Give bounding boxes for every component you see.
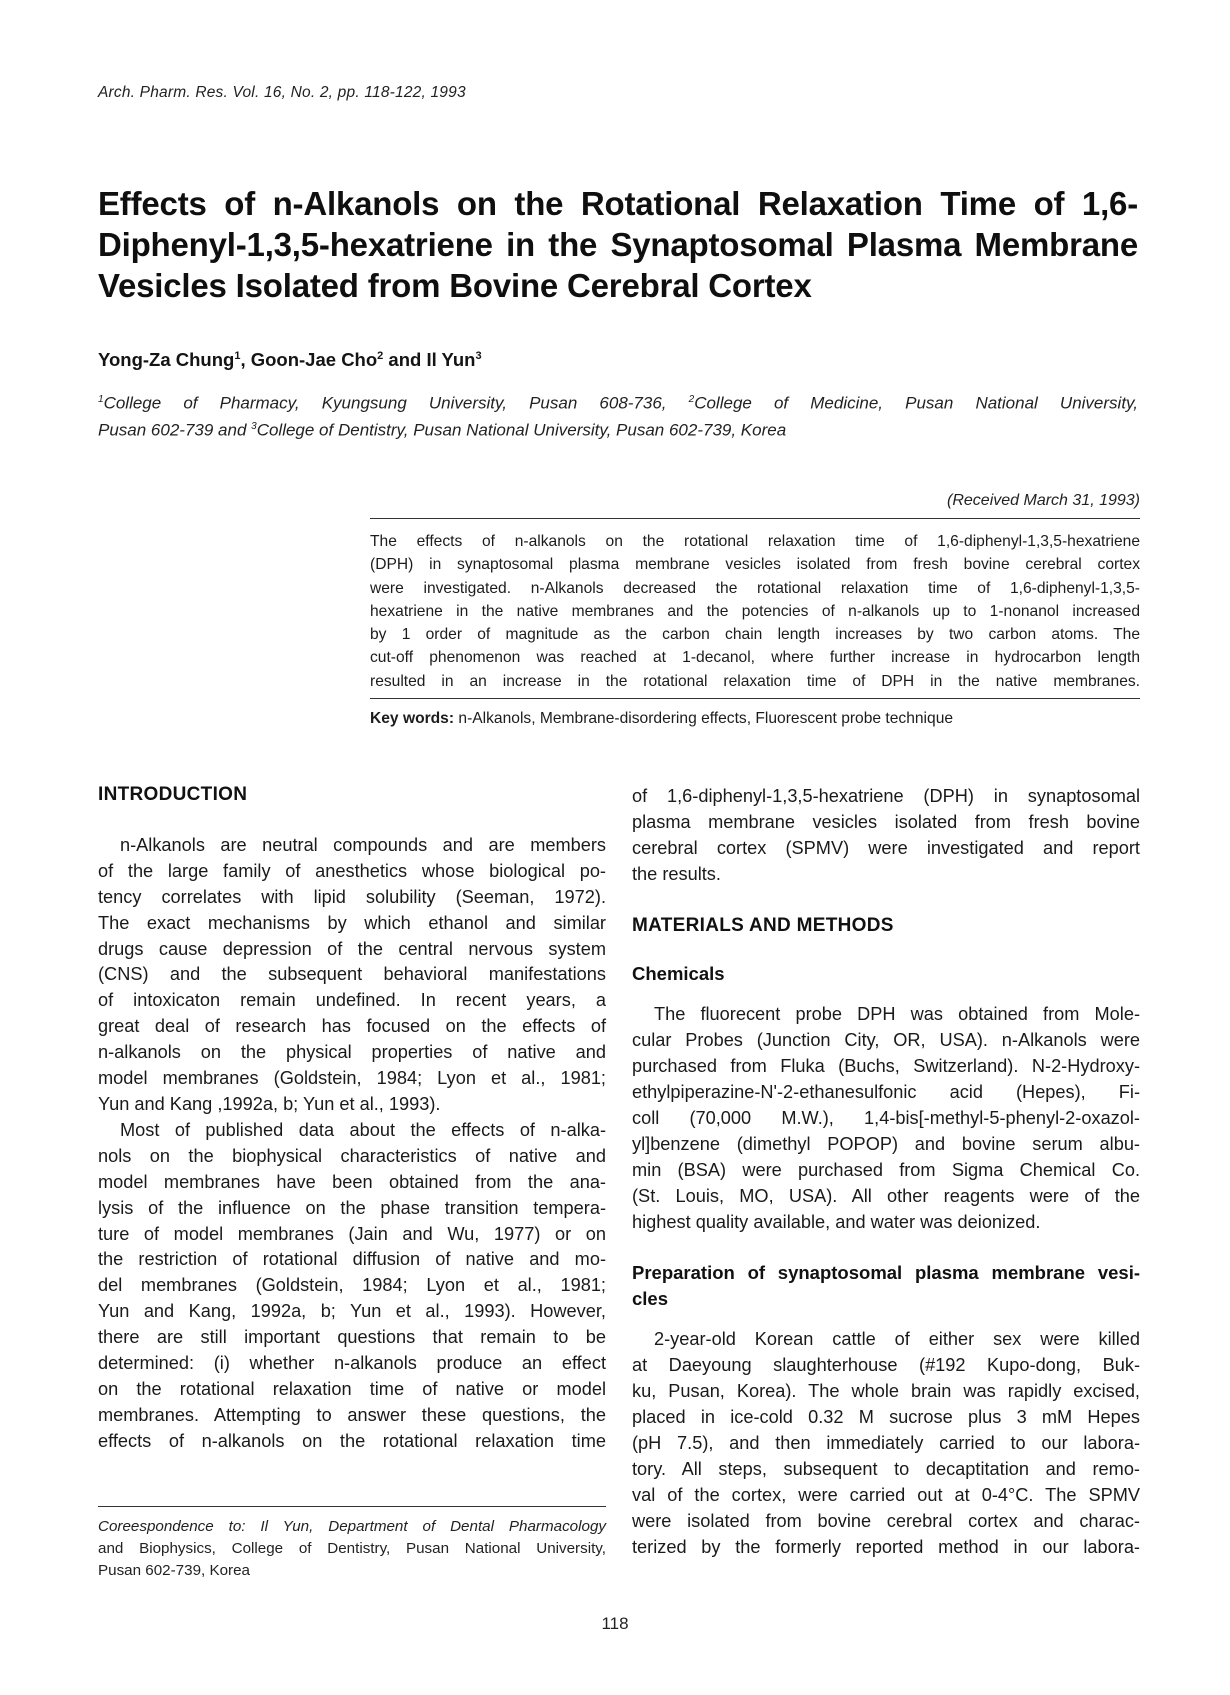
text-line: n-alkanols on the physical properties of native and <box>98 1042 606 1063</box>
author-separator: , <box>240 349 251 370</box>
correspondence-footnote <box>98 1516 606 1582</box>
text-line: highest quality available, and water was deionized. <box>632 1211 1041 1232</box>
author-separator: and <box>383 349 427 370</box>
abstract-top-rule <box>370 518 1140 519</box>
footnote-line: Coreespondence to: Il Yun, Department of Dental Pharmacology <box>98 1518 606 1535</box>
author-superscript: 1 <box>234 349 241 362</box>
text-line: of intoxicaton remain undefined. In recent years, a <box>98 990 606 1011</box>
text-line: Yun and Kang ,1992a, b; Yun et al., 1993). <box>98 1093 441 1114</box>
text-line: val of the cortex, were carried out at 0-4°C. The SPMV <box>632 1484 1140 1505</box>
text-line: The fluorecent probe DPH was obtained from Mole- <box>654 1004 1140 1025</box>
text-line: there are still important questions that remain to be <box>98 1327 606 1348</box>
text-line: lysis of the influence on the phase transition tempera- <box>98 1197 606 1218</box>
text-line: on the rotational relaxation time of native or model <box>98 1378 606 1399</box>
author-name: Yong-Za Chung <box>98 349 235 370</box>
text-line: great deal of research has focused on the effects of <box>98 1016 606 1037</box>
left-column <box>98 782 606 1455</box>
author-name: Goon-Jae Cho <box>250 349 378 370</box>
paragraph <box>632 1327 1140 1560</box>
abstract-line: resulted in an increase in the rotational relaxation time of DPH in the native membranes. <box>370 672 1140 690</box>
subsection-heading-chemicals: Chemicals <box>632 962 725 984</box>
text-line: 2-year-old Korean cattle of either sex were killed <box>654 1329 1140 1350</box>
affiliation-text: College of Dentistry, Pusan National University, Pusan 602-739, Korea <box>256 420 787 440</box>
text-line: The exact mechanisms by which ethanol and similar <box>98 912 606 933</box>
keywords-text: n-Alkanols, Membrane-disordering effects, Fluorescent probe technique <box>454 710 954 727</box>
title-line: Vesicles Isolated from Bovine Cerebral Cortex <box>98 267 812 304</box>
text-line: Most of published data about the effects of n-alka- <box>120 1119 606 1140</box>
right-column <box>632 784 1140 1561</box>
section-heading-materials-and-methods: MATERIALS AND METHODS <box>632 914 894 936</box>
text-line: determined: (i) whether n-alkanols produce an effect <box>98 1353 606 1374</box>
text-line: model membranes (Goldstein, 1984; Lyon et al., 1981; <box>98 1068 606 1089</box>
abstract-line: (DPH) in synaptosomal plasma membrane vesicles isolated from fresh bovine cerebral cortex <box>370 556 1140 574</box>
text-line: del membranes (Goldstein, 1984; Lyon et al., 1981; <box>98 1275 606 1296</box>
subsection-heading-preparation <box>632 1260 1140 1312</box>
abstract-bottom-rule <box>370 698 1140 699</box>
text-line: terized by the formerly reported method in our labora- <box>632 1536 1140 1557</box>
author-superscript: 3 <box>475 349 482 362</box>
abstract <box>370 530 1140 693</box>
footnote-rule <box>98 1506 606 1507</box>
text-line: placed in ice-cold 0.32 M sucrose plus 3 mM Hepes <box>632 1407 1140 1428</box>
text-line: the results. <box>632 863 721 884</box>
text-line: coll (70,000 M.W.), 1,4-bis[-methyl-5-phenyl-2-oxazol- <box>632 1108 1140 1129</box>
author-name: Il Yun <box>426 349 476 370</box>
abstract-line: cut-off phenomenon was reached at 1-decanol, where further increase in hydrocarbon length <box>370 649 1140 667</box>
text-line: effects of n-alkanols on the rotational relaxation time <box>98 1430 606 1451</box>
article-title <box>98 183 1138 306</box>
text-line: (CNS) and the subsequent behavioral manifestations <box>98 964 606 985</box>
text-line: (St. Louis, MO, USA). All other reagents were of the <box>632 1185 1140 1206</box>
section-heading-introduction: INTRODUCTION <box>98 784 248 805</box>
text-line: tency correlates with lipid solubility (Seeman, 1972). <box>98 886 606 907</box>
footnote-line: Pusan 602-739, Korea <box>98 1562 250 1579</box>
paragraph <box>632 1002 1140 1235</box>
text-line: purchased from Fluka (Buchs, Switzerland). N-2-Hydroxy- <box>632 1056 1140 1077</box>
text-line: yl]benzene (dimethyl POPOP) and bovine serum albu- <box>632 1133 1140 1154</box>
text-line: cular Probes (Junction City, OR, USA). n-Alkanols were <box>632 1030 1140 1051</box>
title-line: Effects of n-Alkanols on the Rotational Relaxation Time of 1,6- <box>98 185 1138 222</box>
paragraph <box>632 784 1140 888</box>
journal-reference: Arch. Pharm. Res. Vol. 16, No. 2, pp. 118-122, 1993 <box>98 84 466 101</box>
author-superscript: 2 <box>377 349 384 362</box>
paragraph <box>98 1118 606 1455</box>
author-list <box>98 349 482 371</box>
paragraph <box>98 833 606 1118</box>
abstract-line: by 1 order of magnitude as the carbon chain length increases by two carbon atoms. The <box>370 626 1140 644</box>
keywords-label: Key words: <box>370 710 455 727</box>
text-line: membranes. Attempting to answer these questions, the <box>98 1404 606 1425</box>
text-line: Yun and Kang, 1992a, b; Yun et al., 1993). However, <box>98 1301 606 1322</box>
text-line: n-Alkanols are neutral compounds and are members <box>120 834 606 855</box>
affiliation-text: College of Medicine, Pusan National University, <box>694 393 1139 413</box>
affiliation-line <box>98 415 1138 442</box>
text-line: the restriction of rotational diffusion of native and mo- <box>98 1249 606 1270</box>
abstract-line: The effects of n-alkanols on the rotational relaxation time of 1,6-diphenyl-1,3,5-hexatriene <box>370 533 1140 550</box>
text-line: ethylpiperazine-N'-2-ethanesulfonic acid (Hepes), Fi- <box>632 1082 1140 1103</box>
text-line: ku, Pusan, Korea). The whole brain was rapidly excised, <box>632 1381 1140 1402</box>
text-line: plasma membrane vesicles isolated from fresh bovine <box>632 811 1140 832</box>
affiliation-text: Pusan 602-739 and <box>98 420 252 440</box>
footnote-line: and Biophysics, College of Dentistry, Pusan National University, <box>98 1540 606 1557</box>
keywords <box>370 710 953 728</box>
abstract-line: were investigated. n-Alkanols decreased the rotational relaxation time of 1,6-diphenyl-1,3,5- <box>370 579 1140 597</box>
text-line: (pH 7.5), and then immediately carried to our labora- <box>632 1433 1140 1454</box>
text-line: model membranes have been obtained from the ana- <box>98 1171 606 1192</box>
heading-line: cles <box>632 1287 669 1309</box>
affiliation-marker: 2 <box>688 394 695 405</box>
affiliation-line <box>98 388 1138 415</box>
title-line: Diphenyl-1,3,5-hexatriene in the Synaptosomal Plasma Membrane <box>98 226 1138 263</box>
heading-line: Preparation of synaptosomal plasma membrane vesi- <box>632 1261 1140 1283</box>
text-line: were isolated from bovine cerebral cortex and charac- <box>632 1510 1140 1531</box>
text-line: min (BSA) were purchased from Sigma Chemical Co. <box>632 1159 1140 1180</box>
text-line: ture of model membranes (Jain and Wu, 1977) or on <box>98 1223 606 1244</box>
text-line: of 1,6-diphenyl-1,3,5-hexatriene (DPH) in synaptosomal <box>632 786 1140 806</box>
abstract-line: hexatriene in the native membranes and the potencies of n-alkanols up to 1-nonanol increased <box>370 602 1140 620</box>
received-date: (Received March 31, 1993) <box>947 492 1140 509</box>
text-line: of the large family of anesthetics whose biological po- <box>98 860 606 881</box>
page-number: 118 <box>601 1614 629 1633</box>
affiliations <box>98 388 1138 441</box>
text-line: at Daeyoung slaughterhouse (#192 Kupo-dong, Buk- <box>632 1355 1140 1376</box>
text-line: drugs cause depression of the central nervous system <box>98 938 606 959</box>
text-line: cerebral cortex (SPMV) were investigated and report <box>632 837 1140 858</box>
affiliation-marker: 3 <box>251 420 257 432</box>
text-line: nols on the biophysical characteristics of native and <box>98 1145 606 1166</box>
text-line: tory. All steps, subsequent to decaptitation and remo- <box>632 1458 1140 1479</box>
affiliation-marker: 1 <box>98 394 104 405</box>
affiliation-text: College of Pharmacy, Kyungsung University, Pusan 608-736, <box>103 393 689 413</box>
